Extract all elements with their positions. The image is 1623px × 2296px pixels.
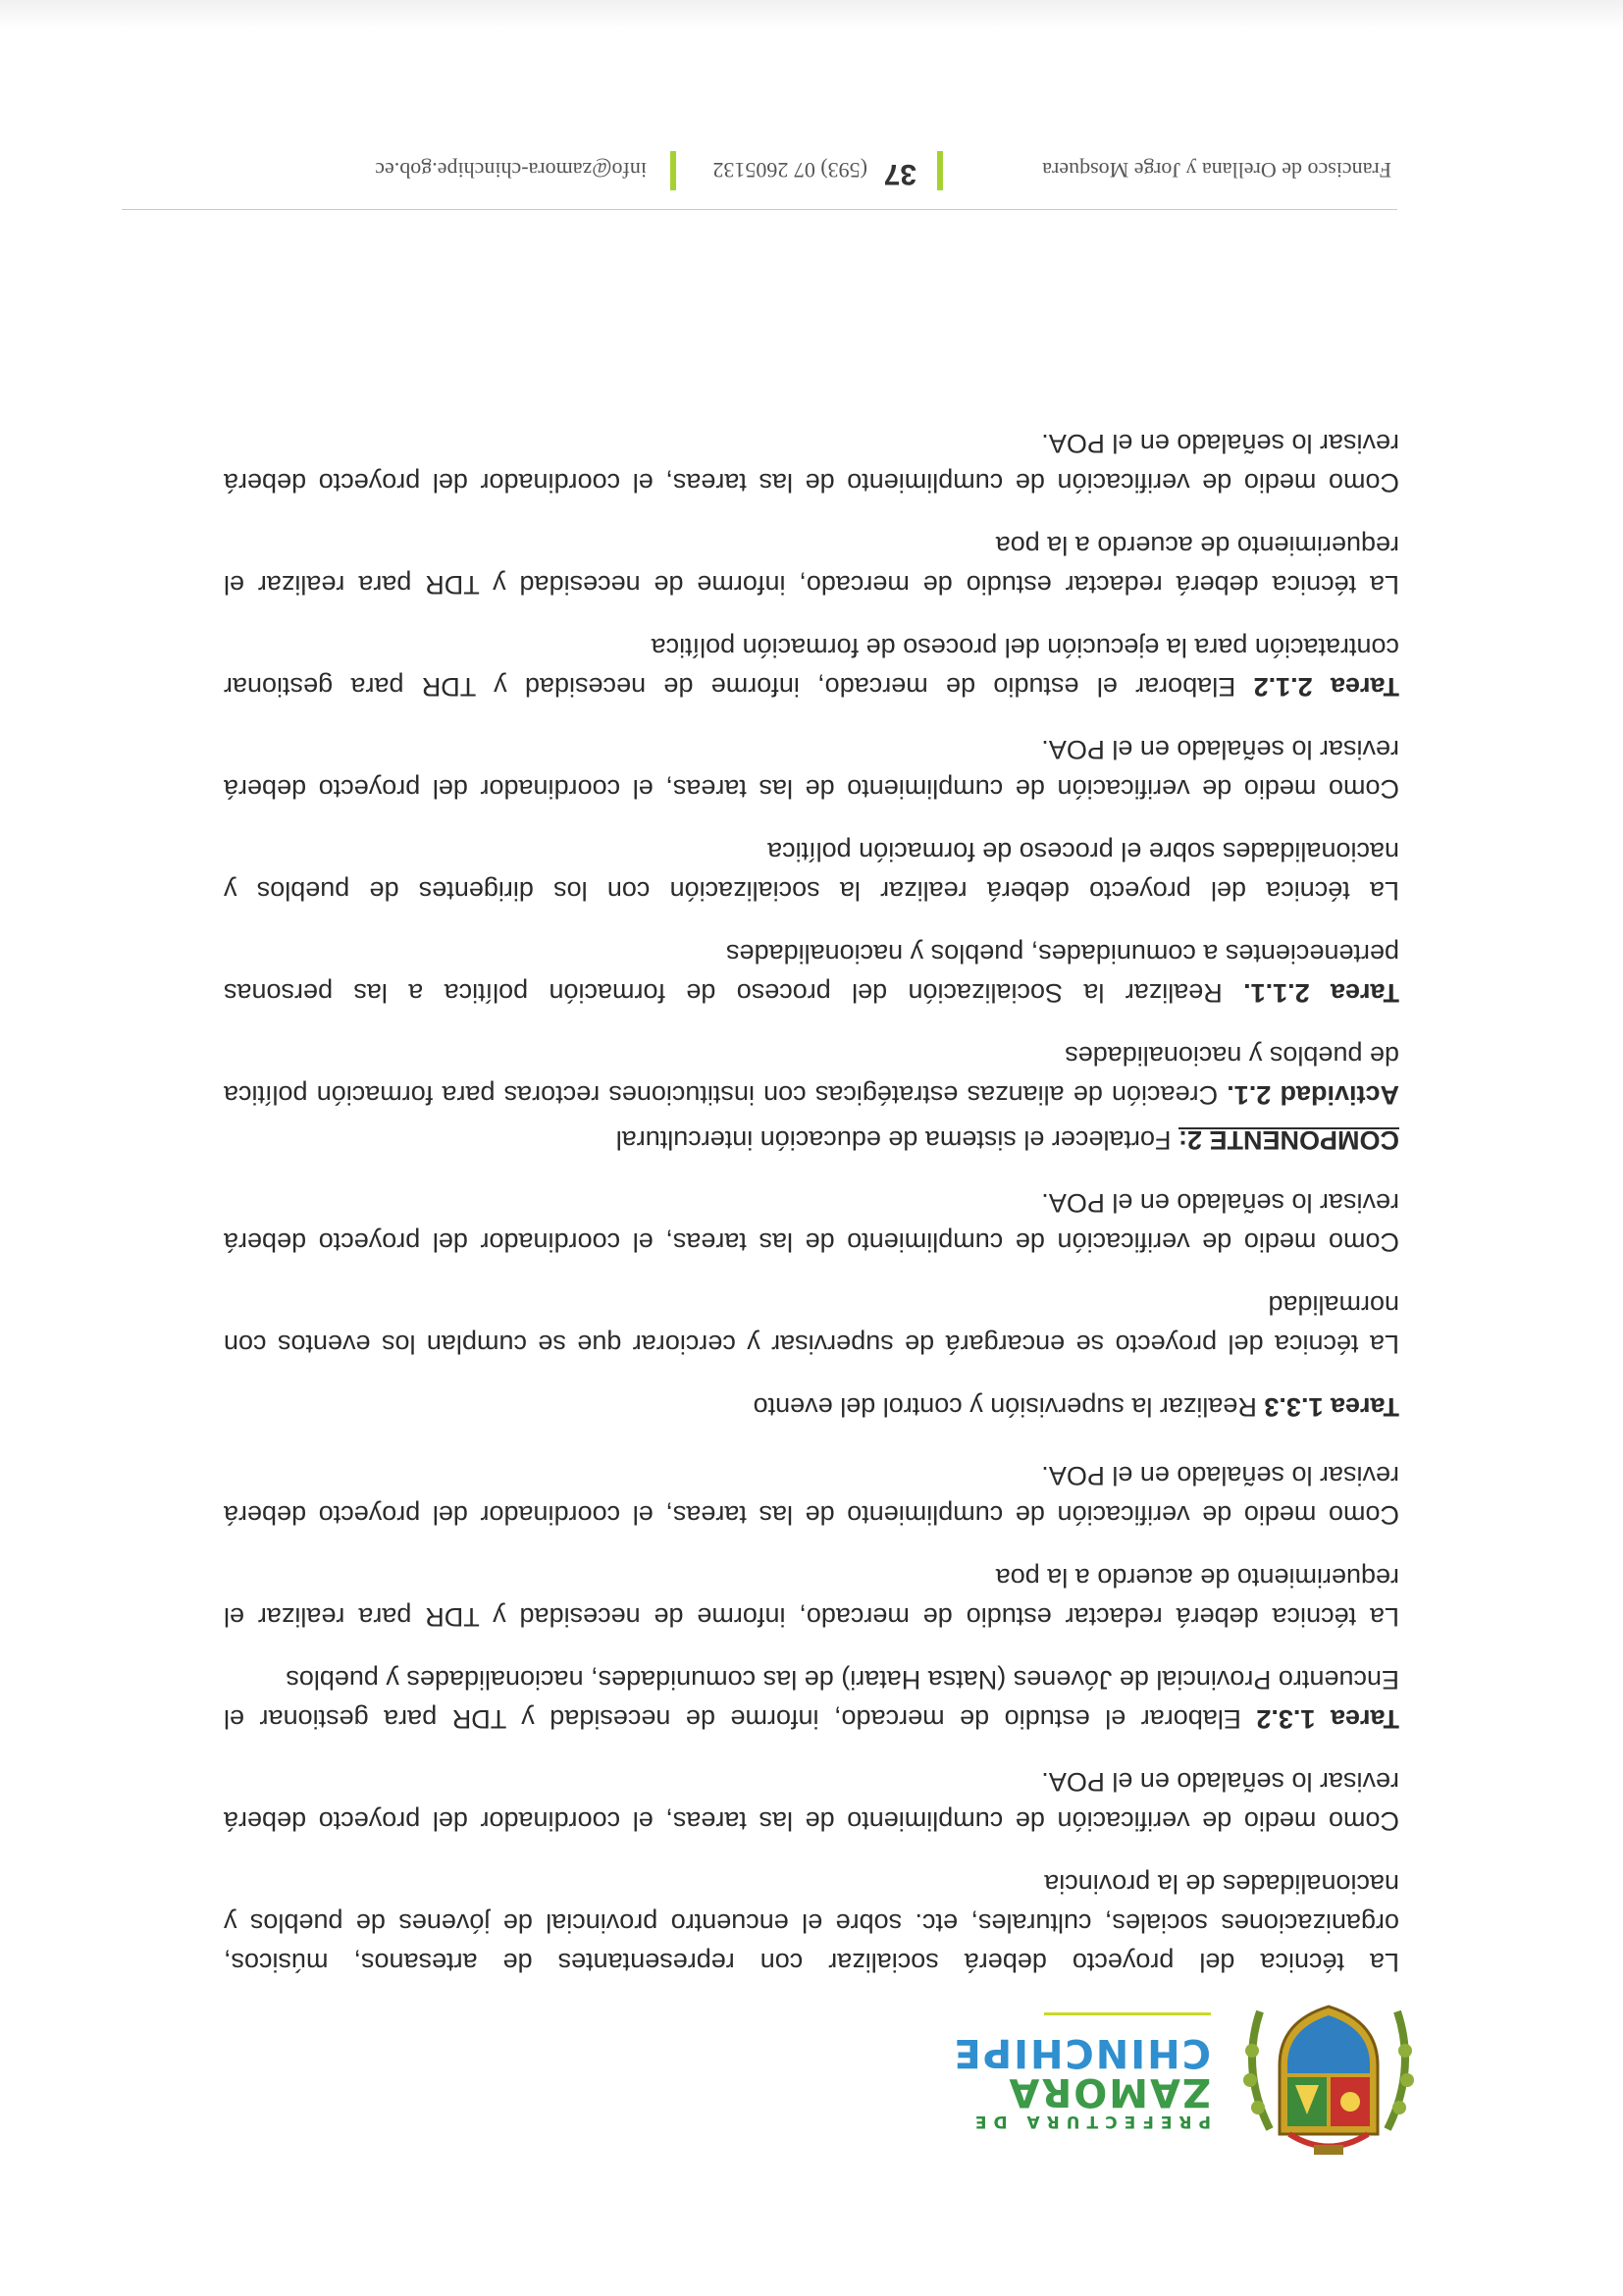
paragraph: La técnica del proyecto deberá socializar con representantes de artesanos, músicos, organizaciones sociales, culturales, etc. sobre el encuentro provincial de jóvenes de pueblos y nacionalidades de la provincia [224, 1869, 1399, 1977]
paragraph: La técnica deberá redactar estudio de mercado, informe de necesidad y TDR para realizar el requerimiento de acuerdo a la poa [224, 1563, 1399, 1632]
task-text: Realizar la supervisión y control del evento [753, 1392, 1265, 1422]
component-text: Fortalecer el sistema de educación intercultural [615, 1125, 1178, 1155]
page-header [171, 2011, 1427, 2159]
footer-phone: (593) 07 2605132 [712, 158, 867, 183]
page-body [224, 400, 1399, 1982]
activity-text: Creación de alianzas estratégicas con instituciones rectoras para formación política de pueblos y nacionalidades [224, 1041, 1399, 1110]
footer-separator [670, 151, 676, 190]
task-2-1-1 [224, 934, 1399, 1013]
footer-email: info@zamora-chinchipe.gob.ec [375, 158, 647, 183]
scan-edge-shadow [0, 0, 1623, 29]
page-footer [122, 137, 1397, 196]
paragraph: Como medio de verificación de cumplimiento de las tareas, el coordinador del proyecto deberá revisar lo señalado en el POA. [224, 1188, 1399, 1257]
footer-separator [937, 151, 943, 190]
task-text: Elaborar el estudio de mercado, informe de necesidad y TDR para gestionar el Encuentro Provincial de Jóvenes (Natsa Hatari) de las comunidades, nacionalidades y pueblos [224, 1665, 1399, 1734]
component-2 [224, 1121, 1399, 1160]
task-text: Elaborar el estudio de mercado, informe de necesidad y TDR para gestionar contratación para la ejecución del proceso de formación política [224, 633, 1399, 702]
paragraph: La técnica del proyecto se encargará de supervisar y cerciorar que se cumplan los eventos con normalidad [224, 1290, 1399, 1359]
task-label: Tarea 2.1.1. [1243, 978, 1399, 1008]
page-number: 37 [883, 158, 916, 190]
task-1-3-3 [224, 1387, 1399, 1427]
task-2-1-2 [224, 628, 1399, 706]
paragraph: Como medio de verificación de cumplimiento de las tareas, el coordinador del proyecto deberá revisar lo señalado en el POA. [224, 429, 1399, 497]
logo-prefix: PREFECTURA DE [968, 2112, 1211, 2131]
logo-underline [1044, 2012, 1211, 2015]
task-label: Tarea 2.1.2 [1253, 672, 1399, 702]
paragraph: La técnica del proyecto deberá realizar la socialización con los dirigentes de pueblos y nacionalidades sobre el proceso de formación política [224, 837, 1399, 906]
footer-address: Francisco de Orellana y Jorge Mosquera [1042, 158, 1391, 183]
paragraph: Como medio de verificación de cumplimiento de las tareas, el coordinador del proyecto deberá revisar lo señalado en el POA. [224, 735, 1399, 804]
logo-name-line2: CHINCHIPE [952, 2030, 1211, 2075]
paragraph: La técnica deberá redactar estudio de mercado, informe de necesidad y TDR para realizar el requerimiento de acuerdo a la poa [224, 531, 1399, 600]
activity-label: Actividad 2.1. [1227, 1080, 1399, 1110]
paragraph: Como medio de verificación de cumplimiento de las tareas, el coordinador del proyecto deberá revisar lo señalado en el POA. [224, 1767, 1399, 1836]
footer-divider [122, 209, 1397, 210]
provincial-coat-of-arms-icon [1230, 2002, 1427, 2159]
task-1-3-2 [224, 1660, 1399, 1739]
task-label: Tarea 1.3.3 [1264, 1392, 1399, 1422]
activity-2-1 [224, 1036, 1399, 1115]
prefecture-logo-text [952, 2030, 1211, 2131]
task-text: Realizar la Socialización del proceso de formación política a las personas pertenecientes a comunidades, pueblos y nacionalidades [224, 939, 1399, 1008]
paragraph: Como medio de verificación de cumplimiento de las tareas, el coordinador del proyecto deberá revisar lo señalado en el POA. [224, 1461, 1399, 1530]
task-label: Tarea 1.3.2 [1256, 1704, 1399, 1734]
logo-name-line1: ZAMORA [1007, 2069, 1211, 2114]
component-label: COMPONENTE 2: [1178, 1125, 1399, 1155]
